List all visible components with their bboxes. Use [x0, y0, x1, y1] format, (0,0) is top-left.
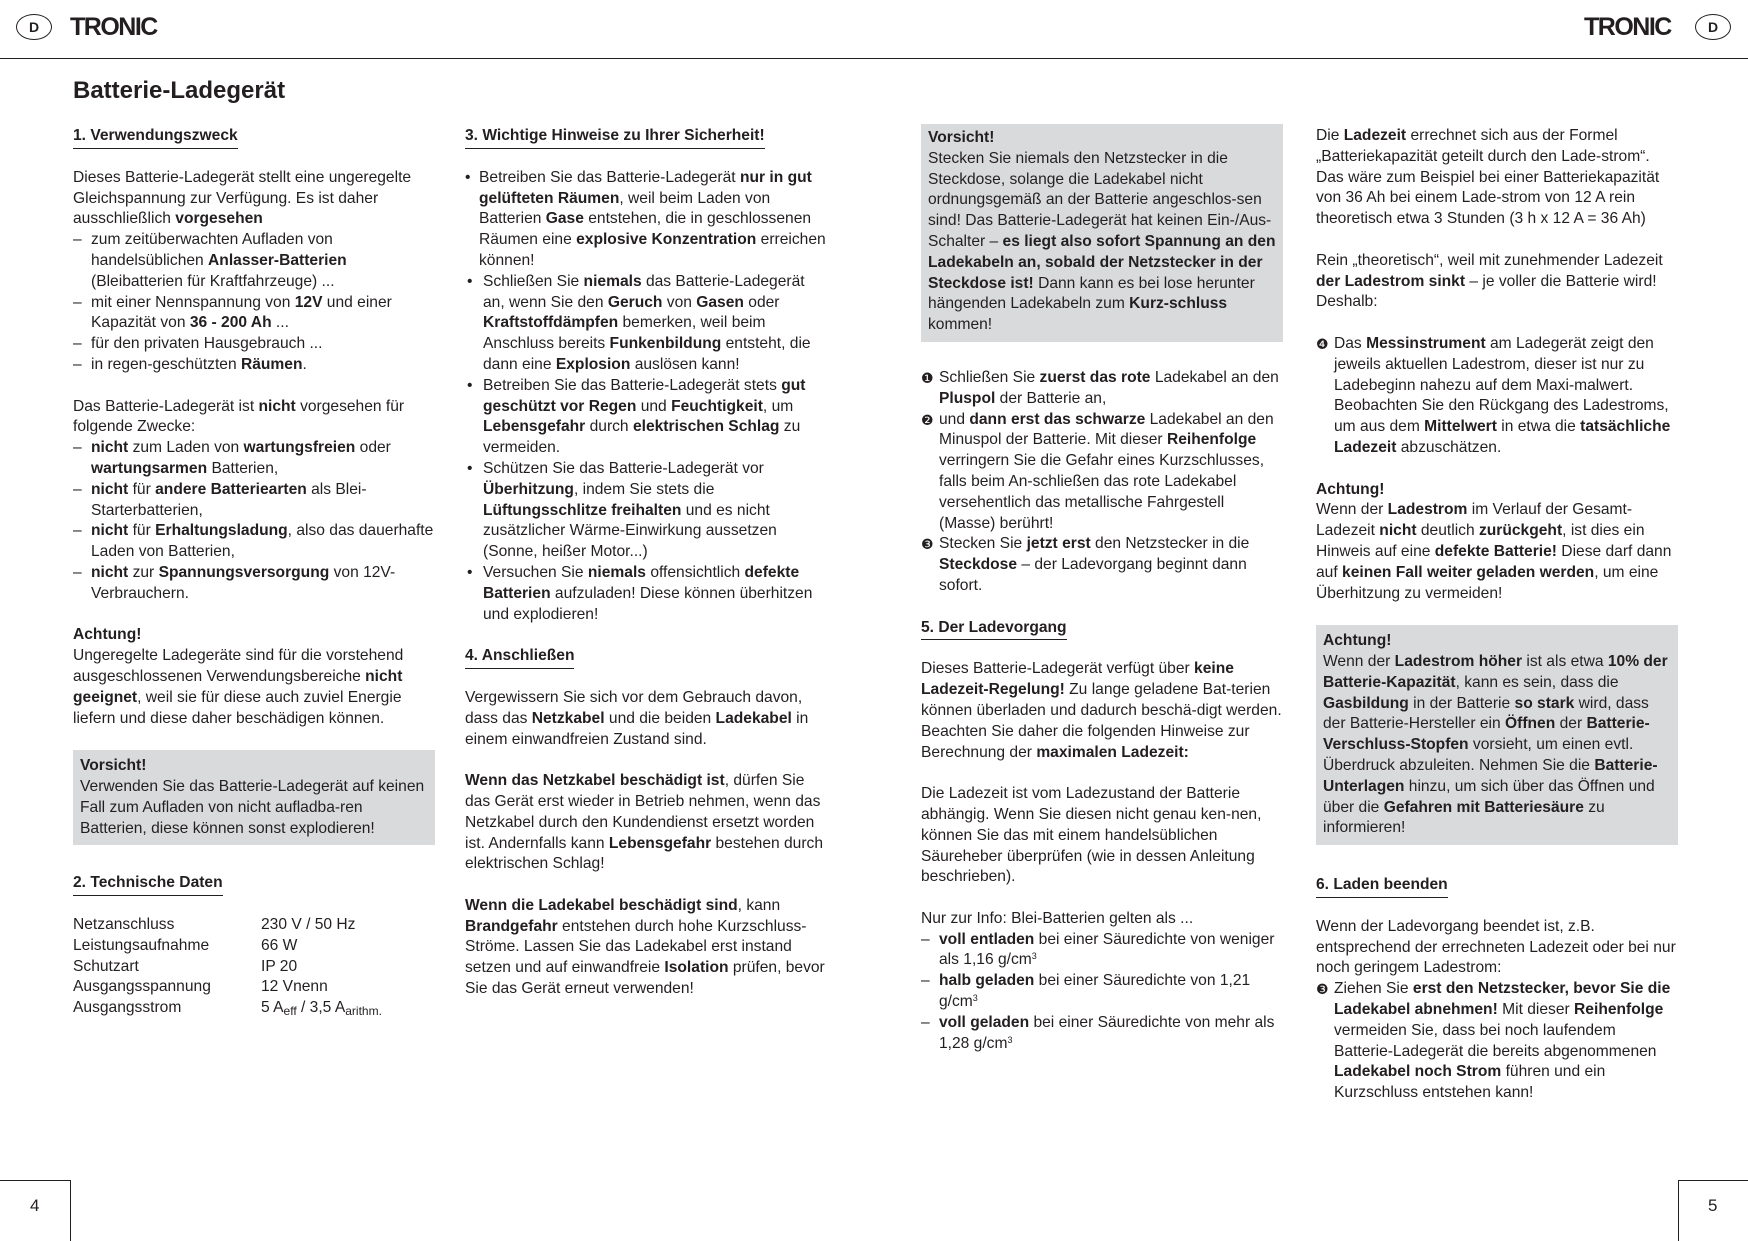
section-heading: 3. Wichtige Hinweise zu Ihrer Sicherheit!: [465, 126, 765, 149]
header-rule: [0, 58, 1748, 59]
list-item: – nicht zur Spannungsversorgung von 12V-Verbrauchern.: [73, 563, 435, 605]
brand-logo-right: TRONIC: [1584, 13, 1671, 41]
language-code: D: [1707, 19, 1719, 35]
paragraph: Das Batterie-Ladegerät ist nicht vorgesehen für folgende Zwecke:: [73, 397, 405, 436]
section-heading: 6. Laden beenden: [1316, 875, 1448, 898]
warning-text: Wenn der Ladestrom höher ist als etwa 10% der Batterie-Kapazität, kann es sein, dass die Gasbildung in der Batterie so stark wird, dass der Batterie-Hersteller ein Öffnen der Batterie-Verschluss-Stopfen vorsieht, um einen evtl. Überdruck abzuleiten. Nehmen Sie die Batterie-Unterlagen hinzu, um sich über das Öffnen und über die Gefahren mit Batteriesäure zu informieren!: [1323, 652, 1668, 837]
language-badge-left: [16, 14, 52, 40]
list-item: – voll geladen bei einer Säuredichte von mehr als 1,28 $g/cm^3$: [921, 1013, 1283, 1055]
intended-use-list: [73, 230, 435, 376]
step-item: ❸ Ziehen Sie erst den Netzstecker, bevor Sie die Ladekabel abnehmen! Mit dieser Reihenfolge vermeiden Sie, dass bei noch laufendem Batterie-Ladegerät die bereits abgenommenen Ladekabel noch Strom führen und ein Kurzschluss entstehen kann!: [1316, 980, 1671, 1102]
caution-title: Vorsicht!: [928, 129, 995, 146]
list-item: – nicht zum Laden von wartungsfreien oder wartungsarmen Batterien,: [73, 438, 435, 480]
list-item: • Schützen Sie das Batterie-Ladegerät vor Überhitzung, indem Sie stets die Lüftungsschlitze freihalten und es nicht zusätzlicher Wärme-Einwirkung aussetzen (Sonne, heißer Motor...): [465, 459, 827, 563]
paragraph: Vergewissern Sie sich vor dem Gebrauch davon, dass das Netzkabel und die beiden Ladekabel in einem einwandfreien Zustand sind.: [465, 688, 809, 748]
brand-logo-left: TRONIC: [70, 13, 157, 41]
step-item: ❸ Stecken Sie jetzt erst den Netzstecker in die Steckdose – der Ladevorgang beginnt dann sofort.: [921, 535, 1250, 594]
acid-density-list: [921, 930, 1283, 1055]
language-code: D: [28, 19, 40, 35]
section-heading: 1. Verwendungszweck: [73, 126, 238, 149]
spec-key: Netzanschluss: [73, 916, 175, 934]
caution-box: [73, 750, 435, 845]
list-item: – nicht für Erhaltungsladung, also das dauerhafte Laden von Batterien,: [73, 521, 435, 563]
paragraph: Dieses Batterie-Ladegerät stellt eine ungeregelte Gleichspannung zur Verfügung. Es ist daher ausschließlich vorgesehen: [73, 168, 412, 228]
paragraph: Die Ladezeit errechnet sich aus der Formel „Batteriekapazität geteilt durch den Lade-strom“. Das wäre zum Beispiel bei einer Batteriekapazität von 36 Ah bei einem Lade-strom von 12 A rein theoretisch etwa 3 Stunden (3 h x 12 A = 36 Ah): [1316, 127, 1660, 228]
warning-title: Achtung!: [1316, 480, 1385, 498]
list-item: • Schließen Sie niemals das Batterie-Ladegerät an, wenn Sie den Geruch von Gasen oder Kraftstoffdämpfen bemerken, weil beim Anschluss bereits Funkenbildung entsteht, die dann eine Explosion auslösen kann!: [465, 272, 827, 376]
section-heading: 4. Anschließen: [465, 646, 574, 669]
spec-row: [73, 977, 382, 998]
page-number-right: 5: [1708, 1196, 1718, 1215]
list-item: – nicht für andere Batteriearten als Blei-Starterbatterien,: [73, 480, 435, 522]
warning-text: Wenn der Ladestrom im Verlauf der Gesamt-Ladezeit nicht deutlich zurückgeht, ist dies ein Hinweis auf eine defekte Batterie! Diese darf dann auf keinen Fall weiter geladen werden, um eine Überhitzung zu vermeiden!: [1316, 501, 1672, 602]
warning-title: Achtung!: [73, 626, 142, 644]
column-2: [465, 126, 827, 1021]
caution-title: Vorsicht!: [80, 757, 147, 775]
paragraph: Wenn das Netzkabel beschädigt ist, dürfen Sie das Gerät erst wieder in Betrieb nehmen, wenn das Netzkabel durch den Kundendienst ersetzt worden ist. Andernfalls kann Lebensgefahr bestehen durch elektrischen Schlag!: [465, 772, 824, 873]
step-item: ❶ Schließen Sie zuerst das rote Ladekabel an den Pluspol der Batterie an,: [921, 368, 1279, 407]
spec-value: 5 $A_{eff} / 3,5$ $A_{arithm.}$: [261, 999, 382, 1019]
caution-text: Verwenden Sie das Batterie-Ladegerät auf keinen Fall zum Aufladen von nicht aufladba-ren Batterien, diese können sonst explodieren!: [80, 777, 425, 837]
list-item: – mit einer Nennspannung von 12V und einer Kapazität von 36 - 200 Ah ...: [73, 293, 435, 335]
spec-key: Schutzart: [73, 957, 139, 975]
column-4: [1316, 126, 1678, 1104]
paragraph: Dieses Batterie-Ladegerät verfügt über keine Ladezeit-Regelung! Zu lange geladene Bat-terien können überladen und dadurch beschä-digt werden. Beachten Sie daher die folgenden Hinweise zur Berechnung der maximalen Ladezeit:: [921, 660, 1282, 761]
list-item: – voll entladen bei einer Säuredichte von weniger als 1,16 $g/cm^3$: [921, 930, 1283, 972]
spec-value: 66 W: [261, 936, 298, 954]
spec-row: [73, 915, 382, 936]
paragraph: Rein „theoretisch“, weil mit zunehmender Ladezeit der Ladestrom sinkt – je voller die Batterie wird! Deshalb:: [1316, 251, 1663, 311]
paragraph: Die Ladezeit ist vom Ladezustand der Batterie abhängig. Wenn Sie diesen nicht genau ken-nen, können Sie das mit einem handelsüblichen Säureheber überprüfen (wie in dessen Anleitung beschrieben).: [921, 785, 1262, 886]
spec-value: 12 Vnenn: [261, 978, 328, 996]
technical-data-table: [73, 915, 382, 1019]
measure-step: [1316, 334, 1678, 459]
spec-row: [73, 957, 382, 978]
spec-key: Ausgangsstrom: [73, 999, 182, 1017]
not-intended-list: [73, 438, 435, 604]
step-number-icon: ❸: [1316, 981, 1329, 998]
caution-box: [921, 124, 1283, 342]
spec-key: Ausgangsspannung: [73, 978, 211, 996]
warning-title: Achtung!: [1323, 632, 1392, 650]
section-heading: 5. Der Ladevorgang: [921, 618, 1067, 641]
step-item: ❷ und dann erst das schwarze Ladekabel an den Minuspol der Batterie. Mit dieser Reihenfolge verringern Sie die Gefahr eines Kurzschlusses, falls beim An-schließen das rote Ladekabel versehentlich das metallische Fahrgestell (Masse) berührt!: [921, 410, 1274, 532]
list-item: – in regen-geschützten Räumen.: [73, 355, 435, 376]
list-item: • Versuchen Sie niemals offensichtlich defekte Batterien aufzuladen! Diese können überhitzen und explodieren!: [465, 563, 827, 625]
paragraph: Wenn die Ladekabel beschädigt sind, kann Brandgefahr entstehen durch hohe Kurzschluss-Ströme. Lassen Sie das Ladekabel erst instand setzen und auf einwandfreie Isolation prüfen, bevor Sie das Gerät erneut verwenden!: [465, 896, 825, 998]
safety-list: [465, 168, 827, 626]
step-number-icon: ❹: [1316, 335, 1329, 352]
spec-value: 230 V / 50 Hz: [261, 916, 356, 934]
spec-row: [73, 936, 382, 957]
warning-box: [1316, 625, 1678, 845]
paragraph: Wenn der Ladevorgang beendet ist, z.B. entsprechend der errechneten Ladezeit oder bei nur noch geringem Ladestrom:: [1316, 917, 1676, 977]
column-1: [73, 126, 435, 1019]
list-item: • Betreiben Sie das Batterie-Ladegerät nur in gut gelüfteten Räumen, weil beim Laden von Batterien Gase entstehen, die in geschlossenen Räumen eine explosive Konzentration erreichen können!: [465, 168, 827, 272]
connect-steps: [921, 368, 1283, 597]
finish-step: [1316, 979, 1678, 1104]
page-number-left: 4: [30, 1196, 40, 1215]
paragraph: Nur zur Info: Blei-Batterien gelten als ...: [921, 909, 1194, 927]
section-heading: 2. Technische Daten: [73, 873, 223, 896]
spec-row: [73, 998, 382, 1019]
warning-text: Ungeregelte Ladegeräte sind für die vorstehend ausgeschlossenen Verwendungsbereiche nicht geeignet, weil sie für diese auch zuviel Energie liefern und diese daher beschädigen können.: [73, 647, 404, 727]
column-3: [921, 124, 1283, 1054]
list-item: – für den privaten Hausgebrauch ...: [73, 334, 435, 355]
spec-value: IP 20: [261, 957, 298, 975]
caution-text: Stecken Sie niemals den Netzstecker in die Steckdose, solange die Ladekabel nicht ordnungsgemäß an der Batterie angeschlos-sen sind! Das Batterie-Ladegerät hat keinen Ein-/Aus-Schalter – es liegt also sofort Spannung an den Ladekabeln an, sobald der Netzstecker in der Steckdose ist! Dann kann es bei lose herunter hängenden Ladekabeln zum Kurz-schluss kommen!: [928, 149, 1276, 334]
spec-key: Leistungsaufnahme: [73, 936, 210, 954]
list-item: – zum zeitüberwachten Aufladen von handelsüblichen Anlasser-Batterien (Bleibatterien für Kraftfahrzeuge) ...: [73, 230, 435, 292]
step-item: ❹ Das Messinstrument am Ladegerät zeigt den jeweils aktuellen Ladestrom, dieser ist nur zu Ladebeginn nahezu auf dem Maxi-malwert. Beobachten Sie den Rückgang des Ladestroms, um aus dem Mittelwert in etwa die tatsächliche Ladezeit abzuschätzen.: [1316, 334, 1671, 456]
step-number-icon: ❶: [921, 369, 934, 386]
list-item: – halb geladen bei einer Säuredichte von 1,21 $g/cm^3$: [921, 971, 1283, 1013]
step-number-icon: ❸: [921, 536, 934, 553]
document-title: Batterie-Ladegerät: [73, 77, 286, 104]
list-item: • Betreiben Sie das Batterie-Ladegerät stets gut geschützt vor Regen und Feuchtigkeit, um Lebensgefahr durch elektrischen Schlag zu vermeiden.: [465, 376, 827, 459]
step-number-icon: ❷: [921, 411, 934, 428]
language-badge-right: [1695, 14, 1731, 40]
